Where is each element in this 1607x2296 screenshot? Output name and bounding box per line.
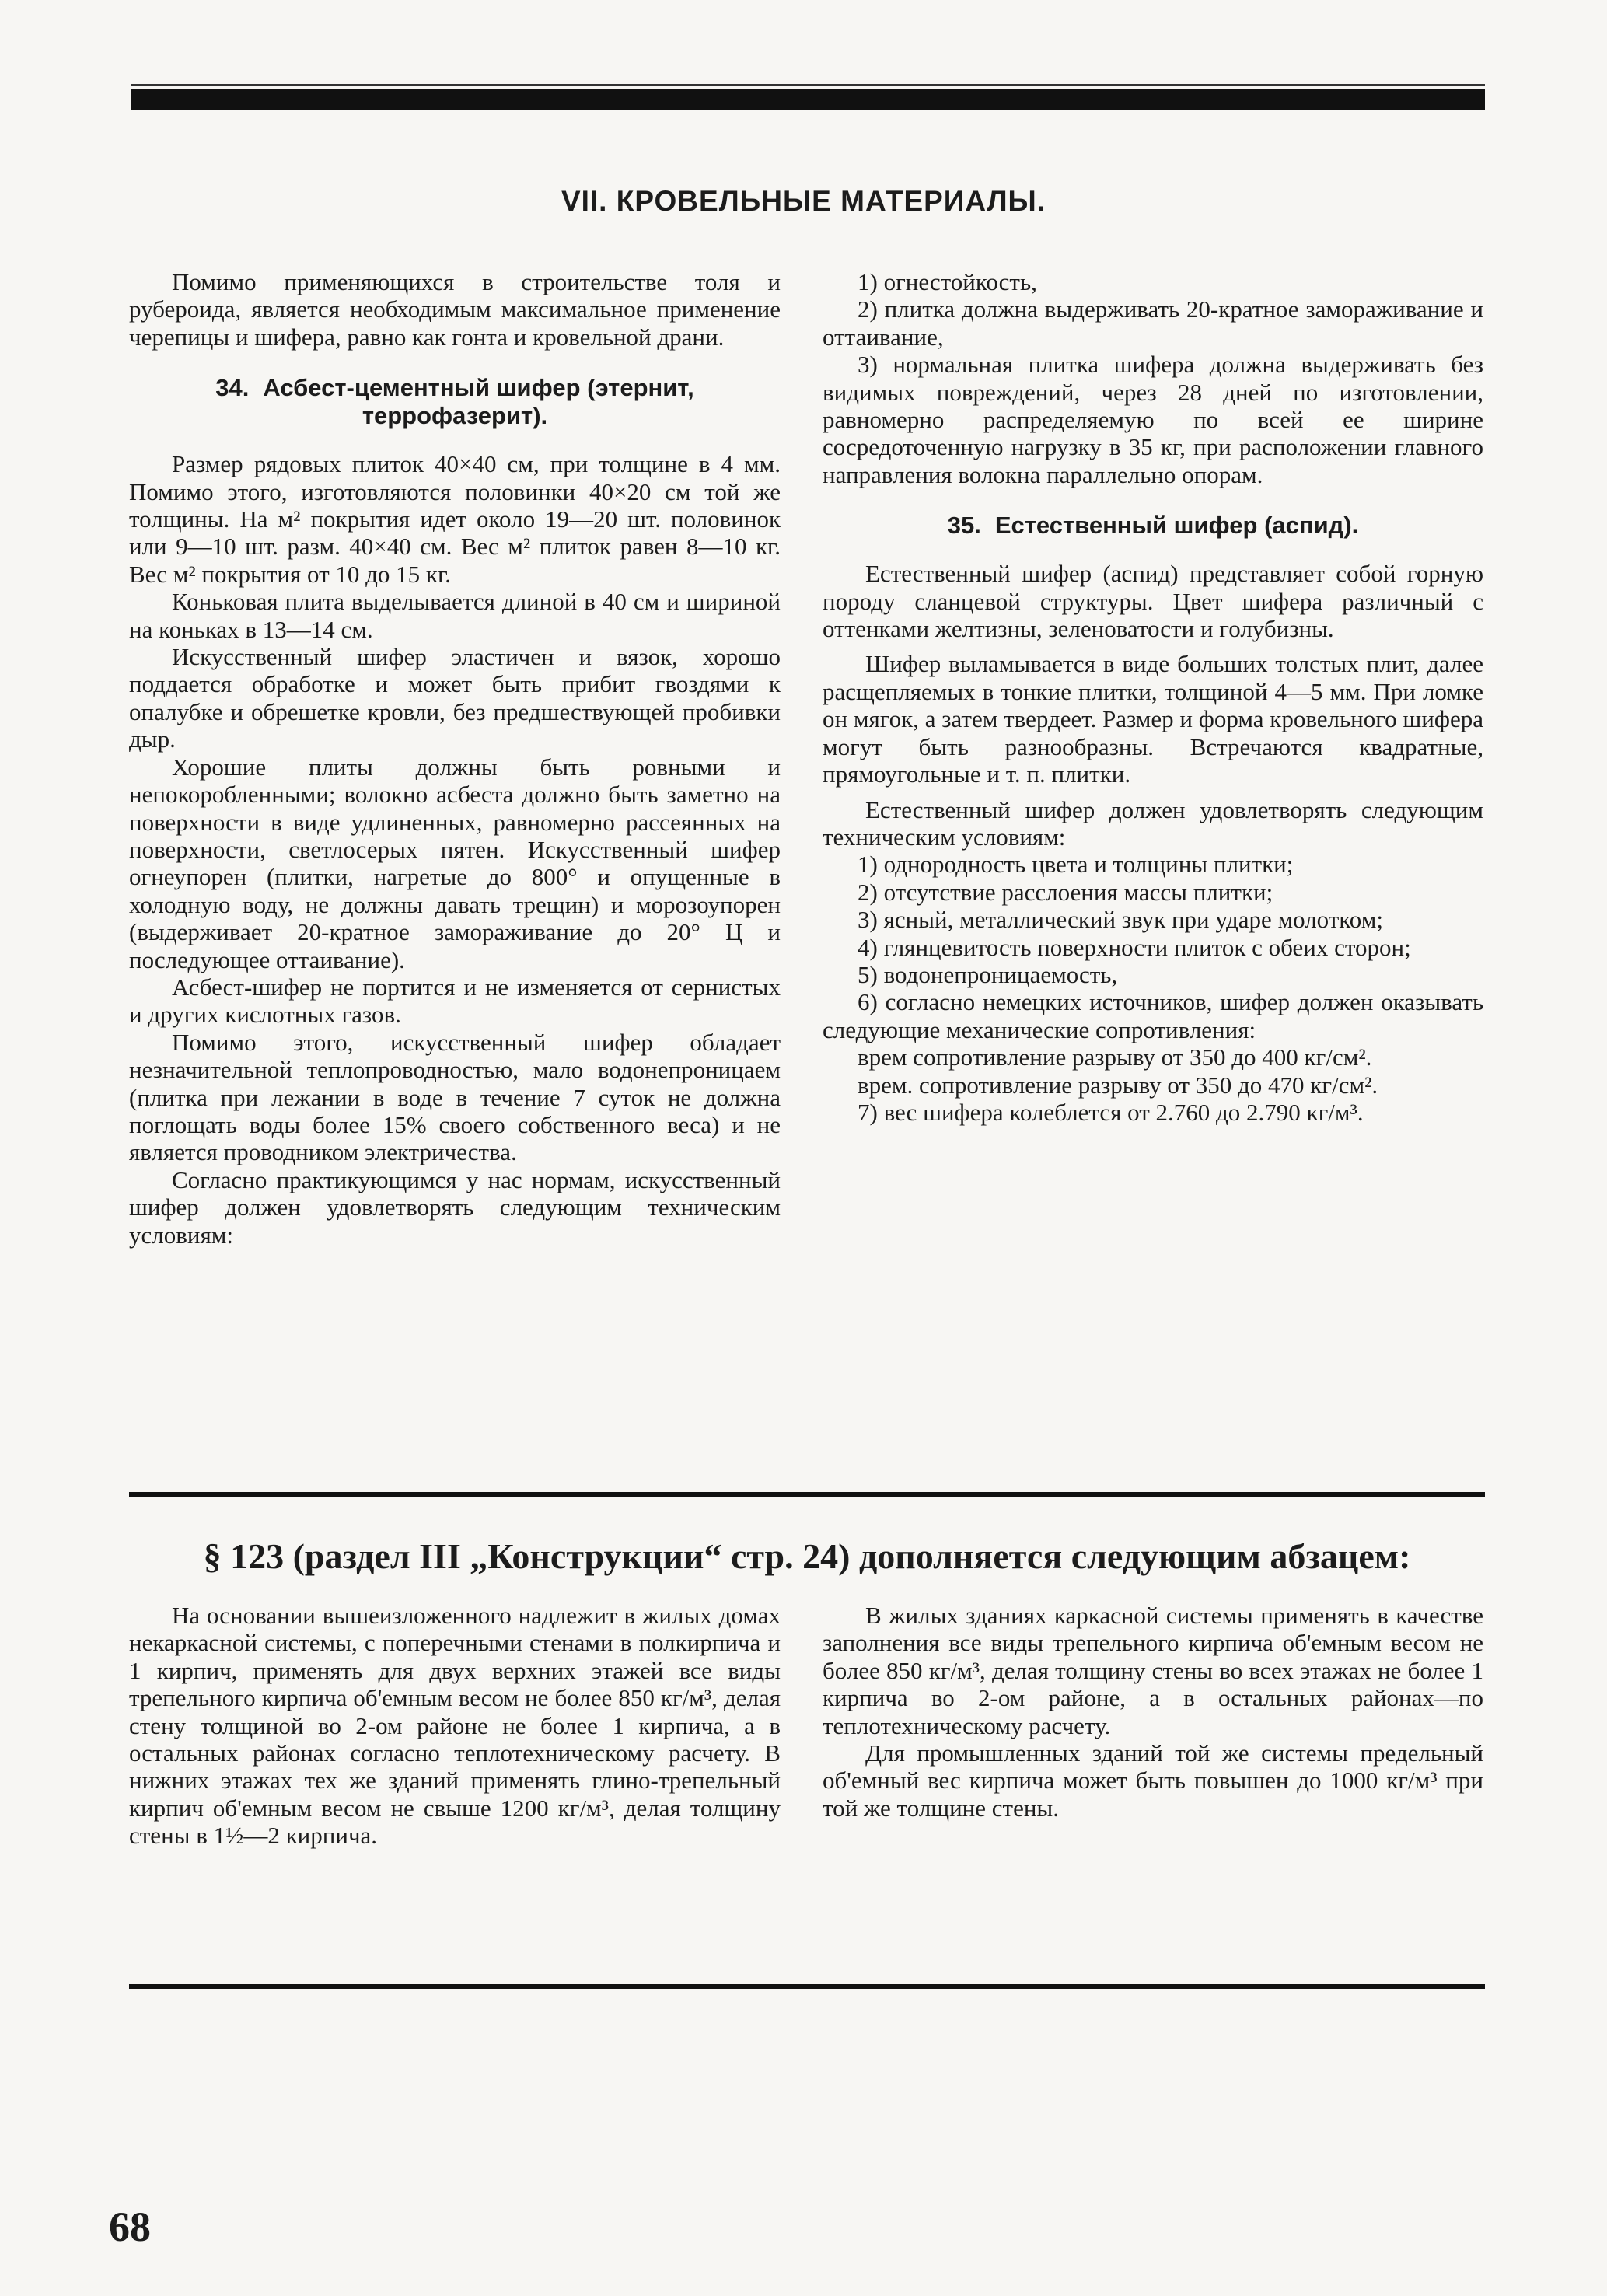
amendment-title: § 123 (раздел III „Конструкции“ стр. 24) дополняется следующим абзацем: <box>203 1536 1411 1576</box>
list-item: 4) глянцевитость поверхности плиток с обеих сторон; <box>858 933 1411 961</box>
section-35-title: Естественный шифер (аспид). <box>994 512 1359 540</box>
paragraph: Размер рядовых плиток 40×40 см, при толщине в 4 мм. Помимо этого, изготовляются половинки 40×20 см той же толщины. На м² покрытия идет около 19—20 шт. половинок или 9—10 шт. разм. 40×40 см. Вес м² плиток равен 8—10 кг. Вес м² покрытия от 10 до 15 кг. <box>129 450 781 588</box>
paragraph: Коньковая плита выделывается длиной в 40 см и шириной на коньках в 13—14 см. <box>129 588 781 643</box>
paragraph: Асбест-шифер не портится и не изменяется от сернистых и других кислотных газов. <box>129 973 781 1029</box>
paragraph: Помимо этого, искусственный шифер обладает незначительной теплопроводностью, мало водонепроницаем (плитка при лежании в воде в течение 7 суток не должна поглощать воды более 15% своего собственного веса) и не является проводником электричества. <box>129 1028 781 1166</box>
right-column <box>823 268 1483 1126</box>
list-item: 1) однородность цвета и толщины плитки; <box>858 851 1294 879</box>
section-34-number: 34. <box>215 374 250 402</box>
list-item: 6) согласно немецких источников, шифер должен оказывать следующие механические сопротивления: <box>823 988 1483 1043</box>
resistance-line: врем сопротивление разрыву от 350 до 400 кг/см². <box>858 1043 1372 1071</box>
bottom-rule <box>129 1984 1485 1989</box>
paragraph: Искусственный шифер эластичен и вязок, хорошо поддается обработке и может быть прибит гвоздями к опалубке и обрешетке кровли, без предшествующей пробивки дыр. <box>129 643 781 753</box>
paragraph: Согласно практикующимся у нас нормам, искусственный шифер должен удовлетворять следующим техническим условиям: <box>129 1165 781 1249</box>
list-item: 3) нормальная плитка шифера должна выдерживать без видимых повреждений, через 28 дней по изготовлении, равномерно распределяемую по всей ее ширине сосредоточенную нагрузку в 35 кг, при расположении главного направления волокна параллельно опорам. <box>823 351 1483 488</box>
section-34-title: Асбест-цементный шифер (этернит, террофазерит). <box>263 374 694 430</box>
section-35-heading <box>823 512 1483 540</box>
list-item: 5) водонепроницаемость, <box>858 960 1118 988</box>
amendment-left-column <box>129 1602 781 1850</box>
paragraph: Естественный шифер должен удовлетворять следующим техническим условиям: <box>823 795 1483 851</box>
paragraph: Шифер выламывается в виде больших толстых плит, далее расщепляемых в тонкие плитки, толщиной 4—5 мм. При ломке он мягок, а затем твердеет. Размер и форма кровельного шифера могут быть разнообразны. Встречаются квадратные, прямоугольные и т. п. плитки. <box>823 650 1484 788</box>
resistance-line: врем. сопротивление разрыву от 350 до 470 кг/см². <box>858 1071 1378 1099</box>
paragraph: В жилых зданиях каркасной системы применять в качестве заполнения все виды трепельного кирпича об'емным весом не более 850 кг/м³, делая толщину стены во всех этажах не более 1 кирпича во 2-ом районе, а в остальных районах—по теплотехническому расчету. <box>823 1602 1483 1739</box>
paragraph: Хорошие плиты должны быть ровными и непокоробленными; волокно асбеста должно быть заметно на поверхности в виде удлиненных, равномерно рассеянных на поверхности, светлосерых пятен. Искусственный шифер огнеупорен (плитки, нагретые до 800° и опущенные в холодную воду, не должны давать трещин) и морозоупорен (выдерживает 20-кратное замораживание до 20° Ц и последующее оттаивание). <box>129 753 781 973</box>
list-item: 1) огнестойкость, <box>858 268 1037 295</box>
paragraph: Естественный шифер (аспид) представляет собой горную породу сланцевой структуры. Цвет шифера различный с оттенками желтизны, зеленоватости и голубизны. <box>823 560 1483 643</box>
paragraph: На основании вышеизложенного надлежит в жилых домах некаркасной системы, с поперечными стенами в полкирпича и 1 кирпич, применять для двух верхних этажей все виды трепельного кирпича об'емным весом не более 850 кг/м³, делая стену толщиной во 2-ом районе не более 1 кирпича, а в остальных районах согласно теплотехническому расчету. В нижних этажах тех же зданий применять глино-трепельный кирпич об'емным весом не свыше 1200 кг/м³, делая толщину стены в 1½—2 кирпича. <box>129 1602 781 1850</box>
list-item: 7) вес шифера колеблется от 2.760 до 2.790 кг/м³. <box>858 1098 1364 1126</box>
amendment-right-column <box>823 1602 1483 1822</box>
intro-paragraph: Помимо применяющихся в строительстве толя и рубероида, является необходимым максимальное применение черепицы и шифера, равно как гонта и кровельной драни. <box>129 268 781 351</box>
section-divider <box>129 1492 1485 1497</box>
left-column <box>129 268 781 1249</box>
section-35-number: 35. <box>947 512 981 540</box>
chapter-title: VII. КРОВЕЛЬНЫЕ МАТЕРИАЛЫ. <box>561 185 1046 217</box>
list-item: 2) плитка должна выдерживать 20-кратное замораживание и оттаивание, <box>823 295 1483 351</box>
paragraph: Для промышленных зданий той же системы предельный об'емный вес кирпича может быть повышен до 1000 кг/м³ при той же толщине стены. <box>823 1739 1483 1822</box>
list-item: 2) отсутствие расслоения массы плитки; <box>858 878 1273 906</box>
page-number: 68 <box>109 2203 151 2250</box>
top-rule-thin <box>131 84 1485 86</box>
list-item: 3) ясный, металлический звук при ударе молотком; <box>858 906 1383 934</box>
top-rule <box>131 89 1485 110</box>
section-34-heading <box>129 374 781 430</box>
